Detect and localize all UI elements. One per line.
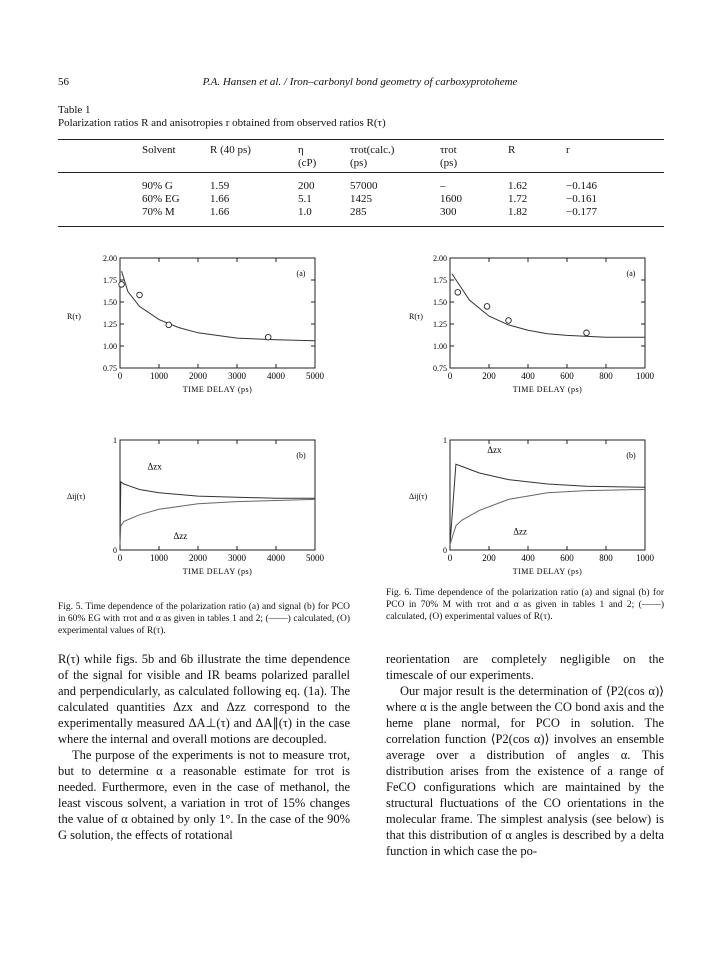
data-point xyxy=(137,292,143,298)
table-cell: 300 xyxy=(440,205,457,218)
fig5b-chart xyxy=(65,432,335,594)
fig6b-chart xyxy=(395,432,665,594)
right-paragraph-1: reorientation are completely negligible on the timescale of our experiments. xyxy=(386,652,664,682)
series-line xyxy=(122,271,315,341)
x-tick-label: 5000 xyxy=(306,371,324,381)
series-line xyxy=(120,482,315,545)
x-tick-label: 800 xyxy=(599,553,613,563)
panel-label: (b) xyxy=(626,451,636,460)
data-point xyxy=(484,304,490,310)
x-tick-label: 3000 xyxy=(228,553,246,563)
y-tick-label: 0.75 xyxy=(433,364,447,373)
table-header: τrot xyxy=(440,143,457,156)
table-cell: 5.1 xyxy=(298,192,312,205)
y-tick-label: 1.50 xyxy=(433,298,447,307)
y-tick-label: 2.00 xyxy=(103,254,117,263)
table-bottom-rule xyxy=(58,226,664,227)
panel-label: (b) xyxy=(296,451,306,460)
x-tick-label: 400 xyxy=(521,553,535,563)
y-axis-label: Δij(τ) xyxy=(409,492,428,501)
x-tick-label: 3000 xyxy=(228,371,246,381)
left-paragraph-2: The purpose of the experiments is not to measure τrot, but to determine α a reasonable estimate for τrot is needed. Furthermore, even in the case of methanol, the least viscous solvent, a variation in τrot of 15% changes the value of α obtained by only 1°. In the case of the 90% G solution, the effects of rotational xyxy=(58,748,350,842)
table-cell: 1.0 xyxy=(298,205,312,218)
y-tick-label: 0 xyxy=(113,546,117,555)
data-point xyxy=(119,282,125,288)
table-header: R xyxy=(508,143,516,156)
data-point xyxy=(166,322,172,328)
table-caption: Polarization ratios R and anisotropies r obtained from observed ratios R(τ) xyxy=(58,117,386,129)
table-cell: 1.66 xyxy=(210,192,230,205)
data-point xyxy=(584,330,590,336)
x-tick-label: 0 xyxy=(447,553,453,563)
y-tick-label: 1.00 xyxy=(433,342,447,351)
y-tick-label: 1.75 xyxy=(433,276,447,285)
y-axis-label: Δij(τ) xyxy=(67,492,86,501)
table-cell: 60% EG xyxy=(142,192,180,205)
table-units-row xyxy=(58,156,664,169)
table-cell: −0.161 xyxy=(566,192,597,205)
y-tick-label: 0 xyxy=(443,546,447,555)
page-number: 56 xyxy=(58,76,69,88)
y-tick-label: 1.25 xyxy=(433,320,447,329)
table-header: Solvent xyxy=(142,143,176,156)
panel-label: (a) xyxy=(626,269,636,278)
table-label: Table 1 xyxy=(58,104,91,116)
table-cell: 1425 xyxy=(350,192,372,205)
y-tick-label: 1 xyxy=(443,436,447,445)
table-header: η xyxy=(298,143,304,156)
table-unit: (ps) xyxy=(350,156,368,169)
x-tick-label: 600 xyxy=(560,371,574,381)
x-axis-label: TIME DELAY (ps) xyxy=(182,567,253,576)
right-column xyxy=(386,651,664,859)
series-label: Δzx xyxy=(147,461,162,472)
x-tick-label: 200 xyxy=(482,371,496,381)
x-tick-label: 5000 xyxy=(306,553,324,563)
table-cell: 1.72 xyxy=(508,192,528,205)
series-line xyxy=(452,274,645,337)
table-row xyxy=(58,205,664,218)
series-line xyxy=(120,499,315,544)
data-point xyxy=(455,290,461,296)
y-tick-label: 1 xyxy=(113,436,117,445)
table-cell: 90% G xyxy=(142,179,173,192)
x-tick-label: 600 xyxy=(560,553,574,563)
x-axis-label: TIME DELAY (ps) xyxy=(512,385,583,394)
plot-frame xyxy=(120,440,315,550)
table-unit: (ps) xyxy=(440,156,458,169)
data-point xyxy=(506,318,512,324)
left-paragraph-1: R(τ) while figs. 5b and 6b illustrate the time dependence of the signal for visible and IR beams polarized parallel and perpendicularly, as calculated following eq. (1a). The calculated quantities Δzx and Δzz correspond to the experimentally measured ΔA⊥(τ) and ΔA∥(τ) in the case where the internal and overall motions are decoupled. xyxy=(58,652,350,746)
table-cell: −0.146 xyxy=(566,179,597,192)
fig6a-chart xyxy=(395,250,665,410)
series-line xyxy=(450,464,645,544)
table-top-rule xyxy=(58,139,664,140)
table-header-rule xyxy=(58,172,664,173)
series-label: Δzz xyxy=(513,526,528,537)
table-cell: −0.177 xyxy=(566,205,597,218)
plot-frame xyxy=(450,258,645,368)
series-line xyxy=(450,490,645,545)
panel-label: (a) xyxy=(296,269,306,278)
table-header: τrot(calc.) xyxy=(350,143,395,156)
table-cell: 1.62 xyxy=(508,179,528,192)
table-cell: 1.82 xyxy=(508,205,528,218)
table-row xyxy=(58,192,664,205)
fig5-caption: Fig. 5. Time dependence of the polarization ratio (a) and signal (b) for PCO in 60% EG with τrot and α as given in tables 1 and 2; (——) calculated, (O) experimental values of R(τ). xyxy=(58,602,350,636)
table-header: r xyxy=(566,143,570,156)
x-tick-label: 0 xyxy=(117,553,123,563)
x-tick-label: 1000 xyxy=(150,371,168,381)
x-tick-label: 800 xyxy=(599,371,613,381)
y-tick-label: 1.75 xyxy=(103,276,117,285)
fig6-caption: Fig. 6. Time dependence of the polarization ratio (a) and signal (b) for PCO in 70% M with τrot and α as given in tables 1 and 2; (——) calculated, (O) experimental values of R(τ). xyxy=(386,588,664,622)
running-title: P.A. Hansen et al. / Iron–carbonyl bond geometry of carboxyprotoheme xyxy=(202,76,518,88)
fig5a-chart xyxy=(65,250,335,410)
x-tick-label: 200 xyxy=(482,553,496,563)
series-label: Δzx xyxy=(487,445,502,455)
y-tick-label: 1.25 xyxy=(103,320,117,329)
table-1 xyxy=(58,143,664,218)
x-tick-label: 1000 xyxy=(636,553,654,563)
x-tick-label: 2000 xyxy=(189,553,207,563)
table-cell: 70% M xyxy=(142,205,175,218)
x-tick-label: 400 xyxy=(521,371,535,381)
y-axis-label: R(τ) xyxy=(67,312,81,321)
table-cell: 200 xyxy=(298,179,315,192)
table-cell: 1.59 xyxy=(210,179,230,192)
table-cell: 1600 xyxy=(440,192,462,205)
table-unit: (cP) xyxy=(298,156,317,169)
x-tick-label: 1000 xyxy=(636,371,654,381)
table-row xyxy=(58,179,664,192)
x-tick-label: 0 xyxy=(447,371,453,381)
table-cell: 285 xyxy=(350,205,367,218)
x-tick-label: 1000 xyxy=(150,553,168,563)
x-tick-label: 0 xyxy=(117,371,123,381)
left-column xyxy=(58,651,350,843)
series-label: Δzz xyxy=(173,530,188,541)
x-axis-label: TIME DELAY (ps) xyxy=(182,385,253,394)
y-tick-label: 2.00 xyxy=(433,254,447,263)
table-cell: – xyxy=(440,179,446,192)
y-axis-label: R(τ) xyxy=(409,312,423,321)
y-tick-label: 1.00 xyxy=(103,342,117,351)
x-tick-label: 4000 xyxy=(267,553,285,563)
x-tick-label: 2000 xyxy=(189,371,207,381)
y-tick-label: 1.50 xyxy=(103,298,117,307)
right-paragraph-2: Our major result is the determination of ⟨P2(cos α)⟩ where α is the angle between the CO bond axis and the heme plane normal, for PCO in solution. The correlation function ⟨P2(cos α)⟩ involves an ensemble average over a distribution of angles α. This distribution arises from the existence of a range of FeCO configurations which are maintained by the structural fluctuations of the CO orientations in the molecular frame. The simplest analysis (see below) is that this distribution of α angles is described by a delta function in which case the po- xyxy=(386,684,664,858)
y-tick-label: 0.75 xyxy=(103,364,117,373)
table-cell: 1.66 xyxy=(210,205,230,218)
table-cell: 57000 xyxy=(350,179,378,192)
x-axis-label: TIME DELAY (ps) xyxy=(512,567,583,576)
table-header-row xyxy=(58,143,664,156)
table-header: R (40 ps) xyxy=(210,143,251,156)
x-tick-label: 4000 xyxy=(267,371,285,381)
plot-frame xyxy=(450,440,645,550)
data-point xyxy=(265,334,271,340)
